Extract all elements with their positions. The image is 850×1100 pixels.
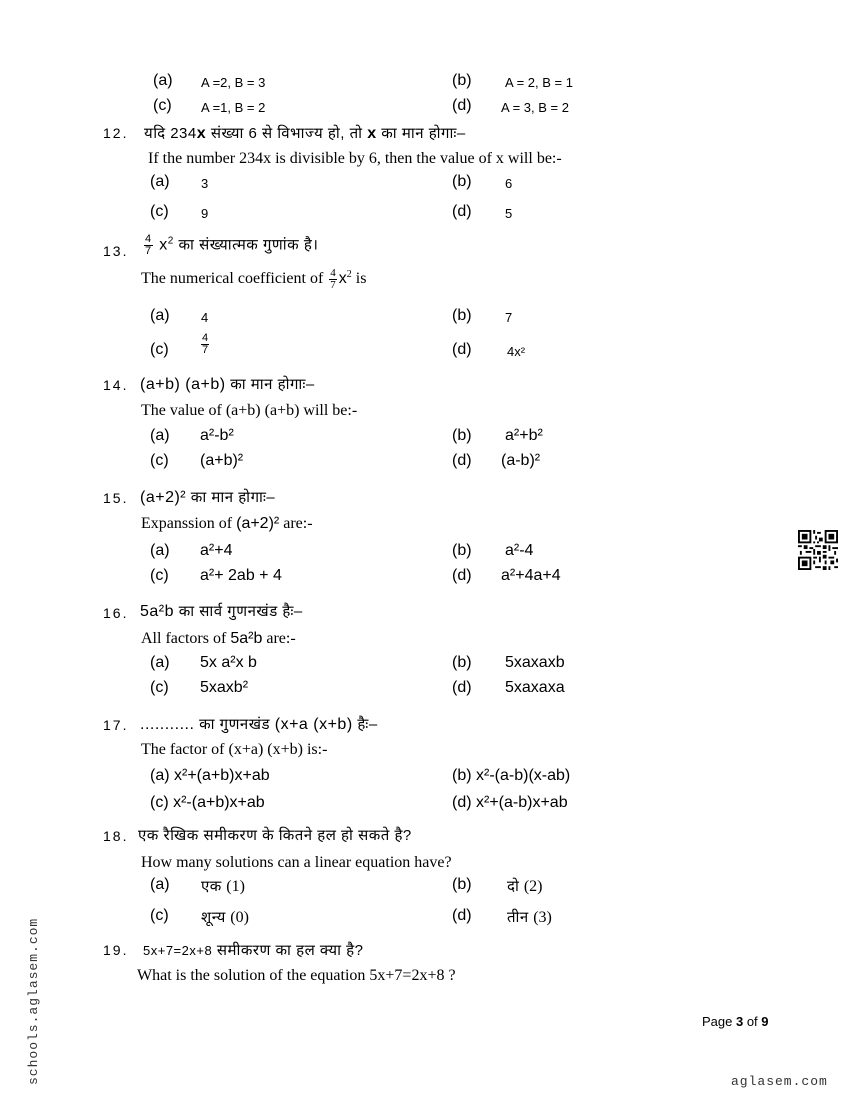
q18-option-d-text: तीन (3) [507,909,552,926]
q17-option-c: (c) x²-(a+b)x+ab [150,794,265,811]
q11-option-a-text: A =2, B = 3 [201,75,266,90]
q15-number: 15. [103,490,129,506]
q14-option-b-label: (b) [452,427,472,444]
q16-option-a-label: (a) [150,654,170,671]
q16-hindi-question: 5a²b का सार्व गुणनखंड हैः– [140,603,303,620]
q15-option-c-label: (c) [150,567,169,584]
q17-option-a: (a) x²+(a+b)x+ab [150,767,270,784]
q13-option-c-label: (c) [150,341,169,358]
q18-option-b-text: दो (2) [507,878,543,895]
watermark-side: schools.aglasem.com [26,917,41,1085]
q17-option-d: (d) x²+(a-b)x+ab [452,794,568,811]
q12-option-c-label: (c) [150,203,169,220]
q13-option-a-label: (a) [150,307,170,324]
q13-hindi-question: $\frac{4}{7}$ $x^2$ का संख्यात्मक गुणांक है। [145,233,319,257]
q14-hindi-question: (a+b) (a+b) का मान होगाः– [140,376,315,393]
q16-number: 16. [103,605,129,621]
q18-option-c-text: शून्य (0) [201,909,249,926]
q13-english-question: The numerical coefficient of $\frac{4}{7}$ $x^2$ is [141,267,367,291]
qr-code-icon [798,530,838,570]
q15-option-d-text: a²+4a+4 [501,567,561,584]
q17-hindi-question: ........... का गुणनखंड (x+a (x+b) हैः– [140,716,378,733]
q18-english-question: How many solutions can a linear equation have? [141,854,452,871]
q14-english-question: The value of (a+b) (a+b) will be:- [141,402,358,419]
q11-option-b-label: (b) [452,72,472,89]
q11-option-c-text: A =1, B = 2 [201,100,266,115]
q12-option-b-text: 6 [505,176,513,191]
q16-option-c-label: (c) [150,679,169,696]
q11-option-b-text: A = 2, B = 1 [505,75,573,90]
q19-english-question: What is the solution of the equation 5x+7=2x+8 ? [137,967,456,984]
q16-option-d-label: (d) [452,679,472,696]
q15-option-a-text: a²+4 [200,542,233,559]
q16-option-c-text: 5xaxb² [200,679,249,696]
q12-number: 12. [103,125,129,141]
q13-option-a-text: 4 [201,310,209,325]
q13-option-b-label: (b) [452,307,472,324]
q14-option-a-label: (a) [150,427,170,444]
q14-option-d-text: (a-b)² [501,452,541,469]
q15-option-d-label: (d) [452,567,472,584]
q11-option-d-text: A = 3, B = 2 [501,100,569,115]
q17-number: 17. [103,717,129,733]
q14-option-a-text: a²-b² [200,427,234,444]
q14-option-c-text: (a+b)² [200,452,244,469]
q18-option-d-label: (d) [452,907,472,924]
q12-hindi-question: यदि 234x संख्या 6 से विभाज्य हो, तो x का मान होगाः– [144,125,466,142]
q15-english-question: Expanssion of (a+2)² are:- [141,515,313,532]
q19-number: 19. [103,942,129,958]
q15-option-b-label: (b) [452,542,472,559]
q18-option-c-label: (c) [150,907,169,924]
q11-option-c-label: (c) [153,97,172,114]
q13-option-d-text: 4x² [507,344,526,359]
q12-option-b-label: (b) [452,173,472,190]
q15-option-a-label: (a) [150,542,170,559]
q12-option-c-text: 9 [201,206,209,221]
q13-option-b-text: 7 [505,310,513,325]
q16-option-b-text: 5xaxaxb [505,654,565,671]
q15-hindi-question: (a+2)² का मान होगाः– [140,489,276,506]
q16-option-a-text: 5x a²x b [200,654,257,671]
q14-option-c-label: (c) [150,452,169,469]
q12-option-a-label: (a) [150,173,170,190]
q16-english-question: All factors of 5a²b are:- [141,630,296,647]
q18-option-a-text: एक (1) [201,878,245,895]
q13-option-c-fraction: $\frac{4}{7}$ [202,332,209,356]
q12-option-d-label: (d) [452,203,472,220]
q14-option-b-text: a²+b² [505,427,543,444]
q18-number: 18. [103,828,129,844]
q16-option-b-label: (b) [452,654,472,671]
q16-option-d-text: 5xaxaxa [505,679,565,696]
q18-option-a-label: (a) [150,876,170,893]
q17-english-question: The factor of (x+a) (x+b) is:- [141,741,328,758]
q15-option-b-text: a²-4 [505,542,534,559]
q19-hindi-question: 5x+7=2x+8 समीकरण का हल क्या है? [143,942,364,959]
q18-option-b-label: (b) [452,876,472,893]
q15-option-c-text: a²+ 2ab + 4 [200,567,282,584]
q13-number: 13. [103,243,129,259]
q13-option-d-label: (d) [452,341,472,358]
q17-option-b: (b) x²-(a-b)(x-ab) [452,767,571,784]
page-number: Page 3 of 9 [702,1014,769,1029]
watermark-footer: aglasem.com [731,1074,828,1089]
q12-option-a-text: 3 [201,176,209,191]
q11-option-d-label: (d) [452,97,472,114]
q14-option-d-label: (d) [452,452,472,469]
q11-option-a-label: (a) [153,72,173,89]
q12-option-d-text: 5 [505,206,513,221]
q14-number: 14. [103,377,129,393]
q18-hindi-question: एक रैखिक समीकरण के कितने हल हो सकते है? [138,827,412,844]
q12-english-question: If the number 234x is divisible by 6, then the value of x will be:- [148,150,562,167]
